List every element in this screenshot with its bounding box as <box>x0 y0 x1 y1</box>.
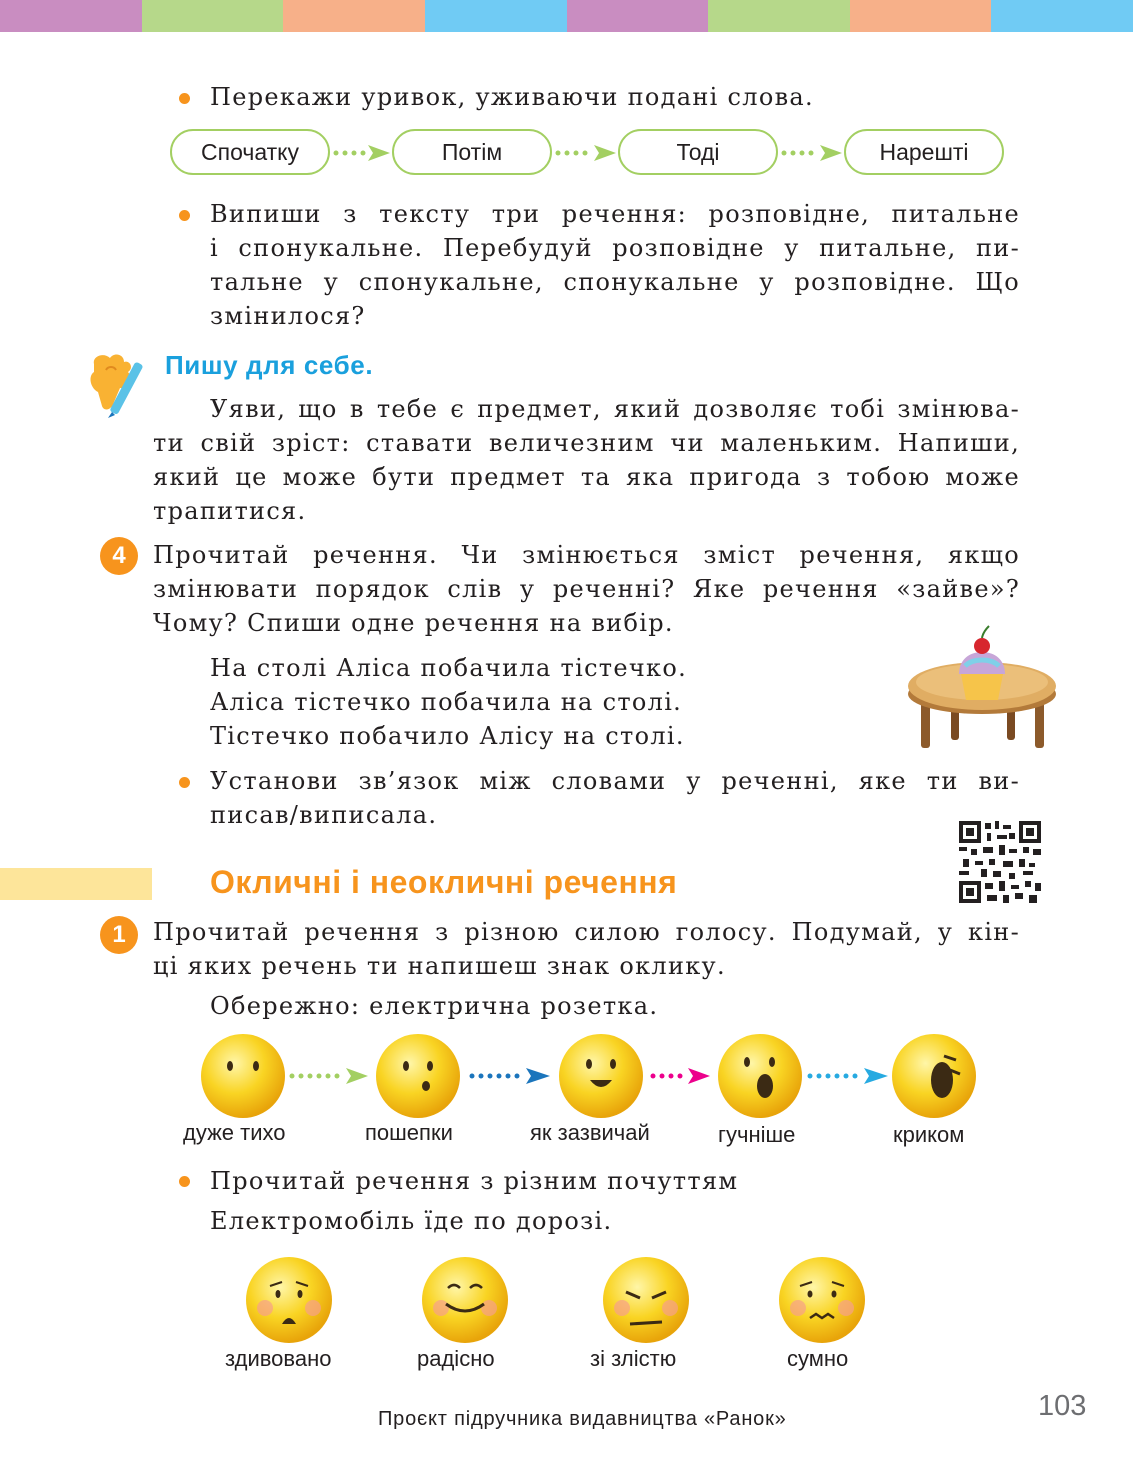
dotted-arrow <box>782 145 843 161</box>
dotted-arrow <box>808 1068 889 1084</box>
chip-then: Потім <box>392 129 552 175</box>
smiley-angry-icon <box>603 1257 689 1343</box>
smiley-surprised-icon <box>246 1257 332 1343</box>
volume-label: пошепки <box>365 1120 453 1145</box>
volume-label: гучніше <box>718 1122 796 1147</box>
text-line: Прочитай речення. Чи змінюється зміст речення, якщо <box>153 541 1020 569</box>
text-line: Установи зв’язок між словами у реченні, яке ти ви- <box>210 767 1020 795</box>
feeling-label: радісно <box>417 1346 495 1371</box>
feelings-sentence: Електромобіль їде по дорозі. <box>210 1207 613 1235</box>
write-for-self-heading: Пишу для себе. <box>165 350 374 380</box>
exercise-number-badge: 4 <box>100 537 138 575</box>
dotted-arrow <box>470 1068 551 1084</box>
hand-with-pen-icon <box>84 350 150 420</box>
exercise-number-badge: 1 <box>100 916 138 954</box>
text-line: трапитися. <box>153 497 307 525</box>
text-line: Уяви, що в тебе є предмет, який дозволяє тобі змінюва- <box>210 395 1020 423</box>
feeling-label: сумно <box>787 1346 849 1371</box>
dotted-arrow <box>290 1068 369 1084</box>
page-number: 103 <box>1038 1390 1087 1422</box>
feelings-bullet-text: Прочитай речення з різним почуттям <box>210 1167 739 1195</box>
top-color-strip <box>0 0 1133 32</box>
example-sentence: На столі Аліса побачила тістечко. <box>210 654 688 682</box>
text-line: ці яких речень ти напишеш знак оклику. <box>153 952 726 980</box>
chip-finally: Нарешті <box>844 129 1004 175</box>
text-line: змінилося? <box>210 302 366 330</box>
text-line: змінювати порядок слів у реченні? Яке речення «зайве»? <box>153 575 1020 603</box>
bullet-dot <box>179 777 190 788</box>
strip-segment <box>425 0 567 32</box>
table-with-cupcake-icon <box>903 622 1063 752</box>
smiley-whisper-icon <box>376 1034 460 1118</box>
text-line: Чому? Спиши одне речення на вибір. <box>153 609 674 637</box>
chip-first: Спочатку <box>170 129 330 175</box>
text-line: ти свій зріст: ставати величезним чи маленьким. Напиши, <box>153 429 1020 457</box>
task-retell-text: Перекажи уривок, уживаючи подані слова. <box>210 83 814 111</box>
volume-label: криком <box>893 1122 965 1147</box>
text-line: тальне у спонукальне, спонукальне у розповідне. Що <box>210 268 1020 296</box>
smiley-louder-icon <box>718 1034 802 1118</box>
text-line: писав/виписала. <box>210 801 438 829</box>
footer-credit: Проєкт підручника видавництва «Ранок» <box>378 1408 787 1430</box>
strip-segment <box>0 0 142 32</box>
example-sentence: Тістечко побачило Алісу на столі. <box>210 722 685 750</box>
feeling-label: здивовано <box>225 1346 332 1371</box>
bullet-dot <box>179 210 190 221</box>
section-band <box>0 868 152 900</box>
bullet-dot <box>179 93 190 104</box>
bullet-dot <box>179 1176 190 1187</box>
chip-arrows <box>0 125 1133 185</box>
strip-segment <box>850 0 992 32</box>
dotted-arrow <box>334 145 391 161</box>
text-line: Випиши з тексту три речення: розповідне, питальне <box>210 200 1020 228</box>
text-line: і спонукальне. Перебудуй розповідне у питальне, пи- <box>210 234 1020 262</box>
section-title: Окличні і неокличні речення <box>210 864 678 900</box>
feeling-label: зі злістю <box>590 1346 677 1371</box>
example-sentence: Обережно: електрична розетка. <box>210 992 659 1020</box>
strip-segment <box>991 0 1133 32</box>
strip-segment <box>708 0 850 32</box>
qr-code-icon <box>959 821 1041 903</box>
chip-next: Тоді <box>618 129 778 175</box>
strip-segment <box>283 0 425 32</box>
smiley-happy-icon <box>422 1257 508 1343</box>
volume-label: дуже тихо <box>183 1120 286 1145</box>
dotted-arrow <box>651 1068 711 1084</box>
smiley-shout-icon <box>892 1034 976 1118</box>
text-line: Прочитай речення з різною силою голосу. Подумай, у кін- <box>153 918 1020 946</box>
smiley-normal-icon <box>559 1034 643 1118</box>
volume-label: як зазвичай <box>530 1120 650 1145</box>
text-line: який це може бути предмет та яка пригода з тобою може <box>153 463 1020 491</box>
strip-segment <box>142 0 284 32</box>
smiley-quiet-icon <box>201 1034 285 1118</box>
dotted-arrow <box>556 145 617 161</box>
feelings-faces <box>0 1252 1133 1352</box>
example-sentence: Аліса тістечко побачила на столі. <box>210 688 683 716</box>
smiley-sad-icon <box>779 1257 865 1343</box>
strip-segment <box>567 0 709 32</box>
